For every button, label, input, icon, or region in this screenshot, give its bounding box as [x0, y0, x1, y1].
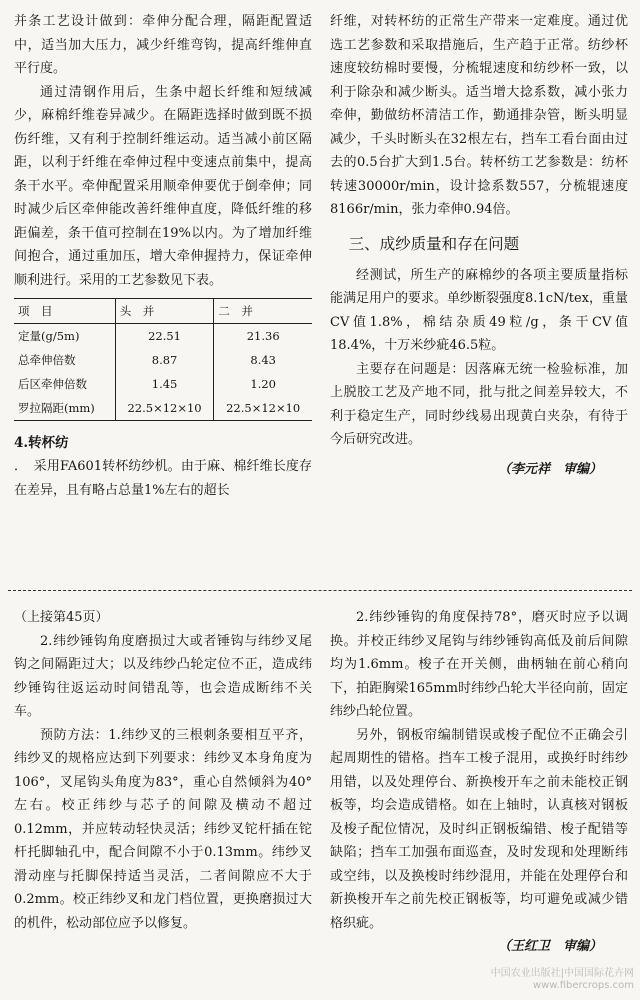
- table-cell: 22.5×12×10: [115, 396, 214, 421]
- table-header-first-drawing: 头 并: [115, 299, 214, 324]
- table-cell: 罗拉隔距(mm): [14, 396, 115, 421]
- paragraph: 纤维，对转杯纺的正常生产带来一定难度。通过优选工艺参数和采取措施后，生产趋于正常。纺纱杯速度较纺棉时要慢，分梳辊速度和纺纱杯一致，以利于除杂和减少断头。适当增大捻系数，减小张力牵伸，勤做纺杯清洁工作，勤通排杂管，断头明显减少，千头时断头在32根左右，挡车工看台面由过去的0.5台扩大到1.5台。转杯纺工艺参数是：纺杯转速30000r/min，设计捻系数557，分梳辊速度8166r/min，张力牵伸0.94倍。: [330, 14, 628, 217]
- paragraph: 2.纬纱锤钩角度磨损过大或者锤钩与纬纱叉尾钩之间隔距过大；以及纬纱凸轮定位不正，造成纬纱锤钩往返运动时间错乱等，也会造成断纬不关车。: [14, 633, 312, 719]
- table-cell: 1.20: [214, 372, 312, 396]
- table-cell: 定量(g/5m): [18, 329, 80, 343]
- table-row: [14, 396, 312, 421]
- table-cell: 总牵伸倍数: [18, 353, 76, 367]
- paragraph: 2.纬纱锤钩的角度保持78°，磨灭时应予以调换。并校正纬纱叉尾钩与纬纱锤钩高低及前后间隙均为1.6mm。梭子在开关侧，曲柄轴在前心稍向下，拍距胸梁165mm时纬纱凸轮大半径向前，固定纬纱凸轮位置。: [330, 610, 628, 719]
- table-row: [14, 348, 312, 372]
- bottom-left-column: [14, 606, 312, 935]
- subheading-rotor-spinning: 4.转杯纺: [14, 435, 69, 451]
- continued-note: （上接第45页）: [14, 610, 109, 625]
- table-cell: 21.36: [214, 324, 312, 349]
- process-parameter-table: [14, 298, 312, 421]
- editor-credit: （李元祥 审编）: [497, 461, 602, 477]
- top-left-column: [14, 10, 312, 502]
- table-row: [14, 324, 312, 349]
- table-header-item: 项 目: [14, 299, 115, 324]
- paragraph: 预防方法：1.纬纱叉的三根刺条要相互平齐，纬纱叉的规格应达到下列要求：纬纱叉本身角度为106°，叉尾钩头角度为83°，重心自然倾斜为40°左右。校正纬纱与芯子的间隙及横动不超过0.12mm，并应转动轻快灵活；纬纱叉铊杆插在铊杆托脚轴孔中，配合间隙不小于0.13mm。纬纱叉滑动座与托脚保持适当灵活，二者间隙应不大于0.2mm。校正纬纱叉和龙门档位置，更换磨损过大的机件，松动部位应予以修复。: [14, 727, 312, 931]
- bottom-right-column: [330, 606, 628, 959]
- paragraph: 另外，钢板帘编制错误或梭子配位不正确会引起周期性的错格。挡车工梭子混用，或换纡时纬纱用错，以及处理停台、新换梭开车之前未能校正钢板等，均会造成错格。如在上轴时，认真核对钢板及梭子配位情况，及时纠正钢板编错、梭子配错等缺陷；挡车工加强布面巡查，及时发现和处理断纬或空纬，以及换梭时纬纱混用，并能在处理停台和新换梭开车之前先校正钢板等，均可避免或减少错格织疵。: [330, 727, 628, 931]
- table-cell: 8.87: [115, 348, 214, 372]
- table-cell: 22.51: [115, 324, 214, 349]
- table-cell: 8.43: [214, 348, 312, 372]
- section-heading: 三、成纱质量和存在问题: [348, 234, 520, 253]
- paragraph: 主要存在问题是：因落麻无统一检验标准，加上脱胶工艺及产地不同，批与批之间差异较大，不利于稳定生产，同时纱线易出现黄白夹杂，有待于今后研究改进。: [330, 361, 628, 447]
- paragraph: 经测试，所生产的麻棉纱的各项主要质量指标能满足用户的要求。单纱断裂强度8.1cN/tex，重量CV值1.8%，棉结杂质49粒/g，条干CV值18.4%，十万米纱疵46.5粒。: [330, 267, 628, 353]
- table-cell: 22.5×12×10: [214, 396, 312, 421]
- table-header-second-drawing: 二 并: [214, 299, 312, 324]
- paragraph: 通过清钢作用后，生条中超长纤维和短绒减少，麻棉纤维卷异减少。在隔距选择时做到既不损伤纤维，又有利于控制纤维运动。适当减小前区隔距，以利于纤维在牵伸过程中变速点前集中，提高条干水平。牵伸配置采用顺牵伸要优于倒牵伸；同时减少后区牵伸能改善纤维伸直度，降低纤维的移距偏差，条干值可控制在19%以内。为了增加纤维间抱合，通过重加压，增大牵伸握持力，保证牵伸顺利进行。采用的工艺参数见下表。: [14, 84, 312, 288]
- site-watermark: 中国农业出版社|中国国际花卉网 www.fibercrops.com: [490, 968, 634, 991]
- paragraph: ． 采用FA601转杯纺纱机。由于麻、棉纤维长度存在差异，且有略占总量1%左右的超长: [14, 459, 312, 498]
- top-right-column: [330, 10, 628, 481]
- table-cell: 后区牵伸倍数: [18, 377, 87, 391]
- article-divider: [8, 590, 632, 591]
- table-cell: 1.45: [115, 372, 214, 396]
- table-row: [14, 372, 312, 396]
- paragraph: 并条工艺设计做到：牵伸分配合理，隔距配置适中，适当加大压力，减少纤维弯钩，提高纤维伸直平行度。: [14, 14, 312, 76]
- editor-credit: （王红卫 审编）: [497, 939, 602, 954]
